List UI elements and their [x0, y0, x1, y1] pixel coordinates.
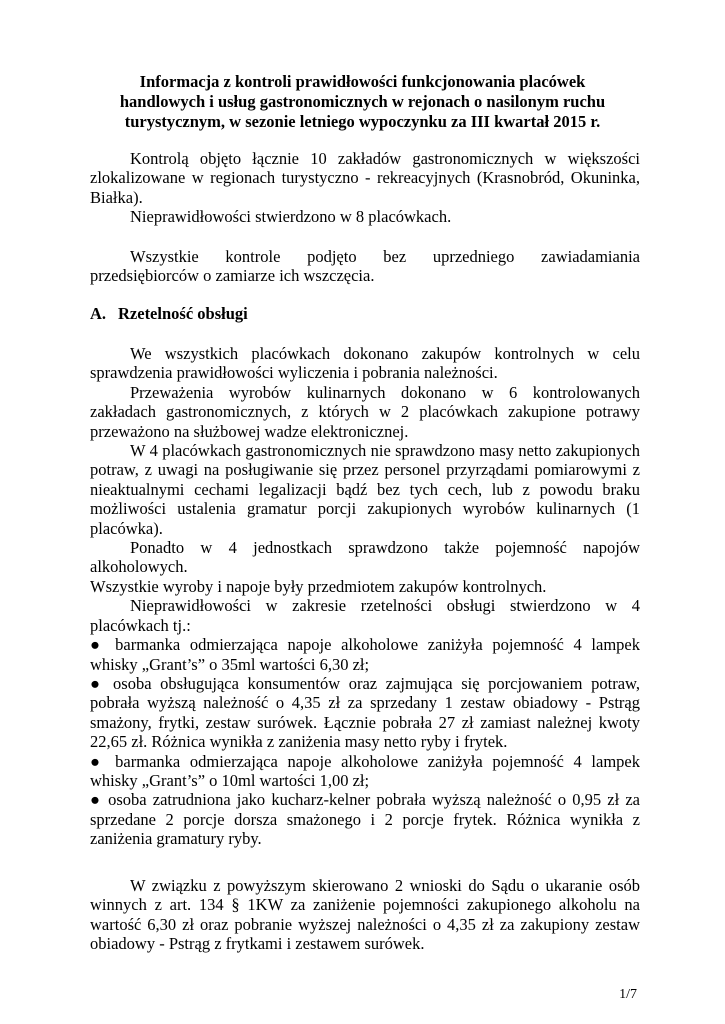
section-a-paragraph-7: W związku z powyższym skierowano 2 wnioski do Sądu o ukaranie osób winnych z art. 134 § 1KW za zaniżenie pojemności zakupionego alkoholu na wartość 6,30 zł oraz pobranie wyższej należności o 4,35 zł za zakupiony zestaw obiadowy - Pstrąg z frytkami i zestawem surówek.	[90, 876, 640, 954]
page-number: 1/7	[619, 987, 637, 1002]
intro-paragraph-3: Wszystkie kontrole podjęto bez uprzedniego zawiadamiania przedsiębiorców o zamiarze ich wszczęcia.	[90, 247, 640, 286]
title-line-2: handlowych i usług gastronomicznych w rejonach o nasilonym ruchu	[119, 92, 606, 111]
section-a-paragraph-3: W 4 placówkach gastronomicznych nie sprawdzono masy netto zakupionych potraw, z uwagi na posługiwanie się przez personel przyrządami pomiarowymi z nieaktualnymi cechami legalizacji bądź bez tych cech, lub z powodu braku możliwości ustalenia gramatur porcji zakupionych wyrobów kulinarnych (1 placówka).	[90, 441, 640, 538]
section-a-paragraph-6: Nieprawidłowości w zakresie rzetelności obsługi stwierdzono w 4 placówkach tj.:	[90, 596, 640, 635]
section-a-heading	[90, 304, 248, 323]
section-a-paragraph-4: Ponadto w 4 jednostkach sprawdzono także pojemność napojów alkoholowych.	[90, 538, 640, 577]
section-a-title: Rzetelność obsługi	[118, 304, 248, 323]
document-title	[90, 72, 635, 132]
section-a-letter: A.	[90, 304, 107, 323]
section-a-paragraph-1: We wszystkich placówkach dokonano zakupów kontrolnych w celu sprawdzenia prawidłowości wyliczenia i pobrania należności.	[90, 344, 640, 383]
bullet-item-3: ● barmanka odmierzająca napoje alkoholowe zaniżyła pojemność 4 lampek whisky „Grant’s” o 10ml wartości 1,00 zł;	[90, 751, 640, 790]
title-line-3: turystycznym, w sezonie letniego wypoczynku za III kwartał 2015 r.	[124, 112, 601, 131]
bullet-item-1: ● barmanka odmierzająca napoje alkoholowe zaniżyła pojemność 4 lampek whisky „Grant’s” o 35ml wartości 6,30 zł;	[90, 635, 640, 674]
section-a-paragraph-5: Wszystkie wyroby i napoje były przedmiotem zakupów kontrolnych.	[90, 576, 547, 596]
intro-paragraph-2: Nieprawidłowości stwierdzono w 8 placówkach.	[130, 207, 452, 227]
intro-paragraph-1: Kontrolą objęto łącznie 10 zakładów gastronomicznych w większości zlokalizowane w regionach turystyczno - rekreacyjnych (Krasnobród, Okuninka, Białka).	[90, 149, 640, 207]
title-line-1: Informacja z kontroli prawidłowości funkcjonowania placówek	[139, 72, 586, 91]
section-a-body	[90, 344, 640, 849]
section-a-paragraph-2: Przeważenia wyrobów kulinarnych dokonano w 6 kontrolowanych zakładach gastronomicznych, z których w 2 placówkach zakupione potrawy przeważono na służbowej wadze elektronicznej.	[90, 382, 640, 441]
bullet-item-2: ● osoba obsługująca konsumentów oraz zajmująca się porcjowaniem potraw, pobrała wyższą należność o 4,35 zł za sprzedany 1 zestaw obiadowy - Pstrąg smażony, frytki, zestaw surówek. Łącznie pobrała 27 zł zamiast należnej kwoty 22,65 zł. Różnica wynikła z zaniżenia masy netto ryby i frytek.	[90, 673, 640, 752]
bullet-item-4: ● osoba zatrudniona jako kucharz-kelner pobrała wyższą należność o 0,95 zł za sprzedane 2 porcje dorsza smażonego i 2 porcje frytek. Różnica wynikła z zaniżenia gramatury ryby.	[90, 790, 640, 849]
conclusion-block	[90, 876, 640, 954]
intro-paragraph-3-block	[90, 247, 640, 286]
intro-section	[90, 149, 640, 227]
